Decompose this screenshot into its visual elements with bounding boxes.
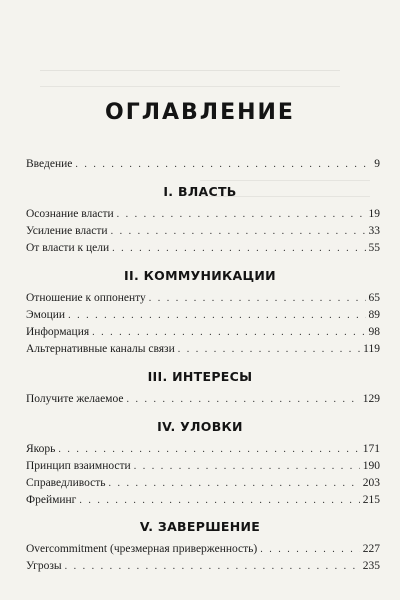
toc-entry[interactable] (26, 542, 380, 557)
toc-entry-label: Якорь (26, 443, 56, 455)
dot-leader (58, 442, 359, 457)
toc-entry-label: Угрозы (26, 560, 62, 572)
toc-entry-label: Отношение к оппоненту (26, 292, 146, 304)
toc-entry-intro[interactable] (26, 157, 380, 172)
toc-entry-label: Введение (26, 158, 73, 170)
toc-entry[interactable] (26, 342, 380, 357)
section-heading-3: III. ИНТЕРЕСЫ (147, 369, 253, 384)
toc-entry-page: 119 (363, 343, 380, 355)
toc-entry[interactable] (26, 308, 380, 323)
dot-leader (68, 308, 365, 323)
toc-entry[interactable] (26, 476, 380, 491)
toc-entry[interactable] (26, 442, 380, 457)
dot-leader (178, 342, 360, 357)
dot-leader (260, 542, 359, 557)
toc-entry-label: Эмоции (26, 309, 66, 321)
toc-entry-label: Осознание власти (26, 208, 114, 220)
toc-entry-label: Принцип взаимности (26, 460, 131, 472)
toc-entry-page: 98 (368, 326, 380, 338)
dot-leader (92, 325, 365, 340)
show-through-line (200, 180, 370, 181)
toc-entry-label: Фрейминг (26, 494, 77, 506)
toc-title: ОГЛАВЛЕНИЕ (105, 100, 295, 125)
show-through-line (40, 70, 340, 71)
toc-entry-page: 9 (374, 158, 380, 170)
toc-entry-page: 65 (368, 292, 380, 304)
show-through-line (40, 86, 340, 87)
toc-entry-page: 235 (362, 560, 380, 572)
dot-leader (126, 392, 359, 407)
toc-entry-page: 227 (362, 543, 380, 555)
toc-entry-label: Overcommitment (чрезмерная приверженность) (26, 543, 258, 555)
section-heading-1: I. ВЛАСТЬ (163, 184, 237, 199)
toc-entry[interactable] (26, 559, 380, 574)
dot-leader (111, 224, 366, 239)
toc-entry[interactable] (26, 325, 380, 340)
toc-entry-page: 203 (362, 477, 380, 489)
section-heading-2: II. КОММУНИКАЦИИ (124, 268, 276, 283)
section-heading-4: IV. УЛОВКИ (157, 419, 243, 434)
toc-entry-label: От власти к цели (26, 242, 110, 254)
toc-entry[interactable] (26, 207, 380, 222)
toc-entry-page: 171 (362, 443, 380, 455)
toc-entry[interactable] (26, 291, 380, 306)
dot-leader (109, 476, 360, 491)
toc-entry-page: 215 (362, 494, 380, 506)
dot-leader (117, 207, 366, 222)
toc-entry-label: Усиление власти (26, 225, 108, 237)
dot-leader (79, 493, 359, 508)
dot-leader (75, 157, 371, 172)
toc-entry-label: Справедливость (26, 477, 106, 489)
dot-leader (65, 559, 360, 574)
toc-entry-page: 55 (368, 242, 380, 254)
toc-entry-label: Информация (26, 326, 90, 338)
dot-leader (112, 241, 365, 256)
toc-entry[interactable] (26, 224, 380, 239)
toc-entry[interactable] (26, 459, 380, 474)
toc-entry[interactable] (26, 392, 380, 407)
toc-entry-label: Получите желаемое (26, 393, 124, 405)
toc-entry-page: 190 (362, 460, 380, 472)
toc-entry-page: 89 (368, 309, 380, 321)
toc-entry-page: 129 (362, 393, 380, 405)
dot-leader (149, 291, 366, 306)
toc-entry-label: Альтернативные каналы связи (26, 343, 175, 355)
section-heading-5: V. ЗАВЕРШЕНИЕ (139, 519, 261, 534)
dot-leader (134, 459, 360, 474)
toc-entry[interactable] (26, 493, 380, 508)
toc-entry[interactable] (26, 241, 380, 256)
toc-entry-page: 19 (368, 208, 380, 220)
toc-entry-page: 33 (368, 225, 380, 237)
